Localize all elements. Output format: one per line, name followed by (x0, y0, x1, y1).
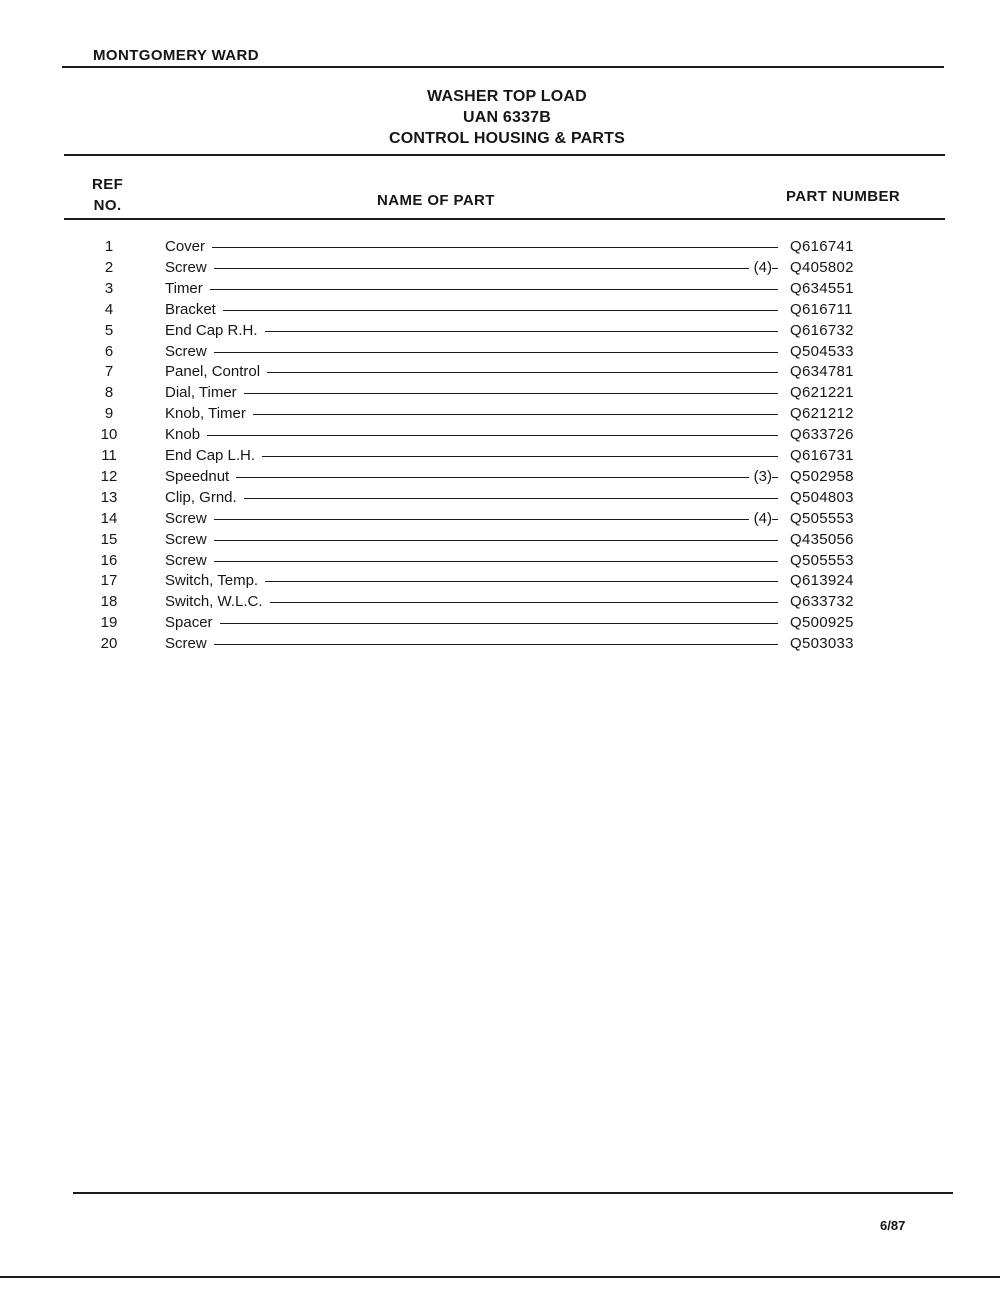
part-row (0, 570, 1000, 591)
part-name: Switch, W.L.C. (165, 591, 270, 612)
part-row (0, 529, 1000, 550)
leader-line (200, 352, 778, 353)
leader-line (200, 372, 778, 373)
leader-line (200, 456, 778, 457)
part-row (0, 445, 1000, 466)
leader-line (200, 623, 778, 624)
ref-number: 12 (100, 467, 118, 485)
leader-line (200, 289, 778, 290)
part-name: Switch, Temp. (165, 570, 265, 591)
ref-number: 6 (104, 342, 114, 360)
ref-number: 10 (100, 426, 118, 444)
leader-line (200, 644, 778, 645)
leader-line (200, 561, 778, 562)
leader-line (200, 519, 778, 520)
part-number: Q634551 (790, 279, 854, 297)
part-number: Q616731 (790, 447, 854, 464)
part-number: Q500925 (790, 614, 854, 632)
leader-line (200, 435, 778, 436)
leader-line (200, 331, 778, 332)
title-line-2: UAN 6337B (462, 109, 552, 126)
part-number-header: PART NUMBER (786, 188, 901, 205)
ref-number: 17 (100, 572, 118, 590)
part-number: Q613924 (790, 572, 854, 590)
part-row (0, 633, 1000, 654)
part-number: Q616741 (790, 238, 854, 255)
ref-number: 11 (101, 447, 117, 464)
part-number: Q616732 (790, 321, 854, 339)
part-quantity: (4) (749, 257, 772, 278)
ref-number: 15 (100, 530, 118, 548)
part-name: Screw (165, 508, 214, 529)
title-rule (64, 154, 945, 156)
leader-line (200, 540, 778, 541)
ref-number: 2 (104, 258, 114, 276)
part-number: Q504533 (790, 342, 854, 360)
ref-number: 4 (104, 300, 114, 318)
title-line-3: CONTROL HOUSING & PARTS (388, 130, 625, 147)
ref-number: 7 (104, 363, 114, 381)
ref-no-header (92, 174, 123, 216)
ref-number: 3 (104, 279, 114, 297)
footer-rule-lower (0, 1276, 1000, 1278)
part-row (0, 320, 1000, 341)
title-line-1: WASHER TOP LOAD (427, 88, 587, 105)
part-number: Q505553 (790, 509, 854, 527)
part-row (0, 612, 1000, 633)
part-number: Q634781 (790, 363, 854, 381)
part-row (0, 424, 1000, 445)
ref-number: 16 (100, 551, 118, 569)
leader-line (200, 247, 778, 248)
part-row (0, 487, 1000, 508)
part-row (0, 257, 1000, 278)
part-number: Q405802 (790, 258, 854, 276)
part-name: Screw (165, 341, 214, 362)
leader-line (200, 393, 778, 394)
ref-number: 5 (104, 321, 114, 339)
part-row (0, 236, 1000, 257)
part-name: Knob (165, 424, 207, 445)
part-number: Q616711 (790, 300, 853, 318)
part-row (0, 403, 1000, 424)
part-name: Bracket (165, 299, 223, 320)
part-row (0, 361, 1000, 382)
part-number: Q633726 (790, 426, 854, 444)
part-row (0, 591, 1000, 612)
ref-number: 13 (100, 488, 118, 506)
name-of-part-header: NAME OF PART (377, 192, 495, 209)
part-name: Dial, Timer (165, 382, 244, 403)
ref-number: 9 (104, 405, 114, 423)
part-number: Q621212 (790, 405, 854, 423)
part-quantity: (3) (749, 466, 772, 487)
ref-number: 19 (100, 614, 118, 632)
part-name: Timer (165, 278, 210, 299)
part-number: Q633732 (790, 593, 854, 611)
column-header-rule (64, 218, 945, 220)
part-number: Q503033 (790, 635, 854, 653)
leader-line (200, 414, 778, 415)
leader-line (200, 268, 778, 269)
part-name: End Cap L.H. (165, 445, 262, 466)
ref-number: 14 (100, 509, 118, 527)
part-row (0, 466, 1000, 487)
leader-line (200, 310, 778, 311)
part-quantity: (4) (749, 508, 772, 529)
part-row (0, 341, 1000, 362)
part-name: Spacer (165, 612, 220, 633)
part-name: Panel, Control (165, 361, 267, 382)
ref-number: 18 (100, 593, 118, 611)
part-row (0, 550, 1000, 571)
leader-line (200, 602, 778, 603)
part-number: Q504803 (790, 488, 854, 506)
ref-header-line-2: NO. (93, 197, 122, 214)
leader-line (200, 477, 778, 478)
ref-number: 8 (104, 384, 114, 402)
part-number: Q435056 (790, 530, 854, 548)
ref-header-line-1: REF (92, 176, 124, 193)
part-name: Speednut (165, 466, 236, 487)
leader-line (200, 581, 778, 582)
part-name: Screw (165, 529, 214, 550)
part-row (0, 508, 1000, 529)
leader-line (200, 498, 778, 499)
part-name: Cover (165, 236, 212, 257)
part-row (0, 278, 1000, 299)
footer-rule-upper (73, 1192, 953, 1194)
revision-date: 6/87 (880, 1218, 906, 1233)
ref-number: 20 (100, 635, 118, 653)
part-number: Q505553 (790, 551, 854, 569)
part-row (0, 299, 1000, 320)
part-name: Screw (165, 633, 214, 654)
part-number: Q502958 (790, 467, 854, 485)
brand-name: MONTGOMERY WARD (93, 47, 259, 64)
part-name: Screw (165, 257, 214, 278)
part-number: Q621221 (790, 384, 854, 402)
part-name: Clip, Grnd. (165, 487, 244, 508)
ref-number: 1 (104, 238, 114, 255)
document-title (300, 86, 714, 149)
part-name: End Cap R.H. (165, 320, 265, 341)
part-name: Screw (165, 550, 214, 571)
part-row (0, 382, 1000, 403)
part-name: Knob, Timer (165, 403, 253, 424)
header-rule (62, 66, 944, 68)
